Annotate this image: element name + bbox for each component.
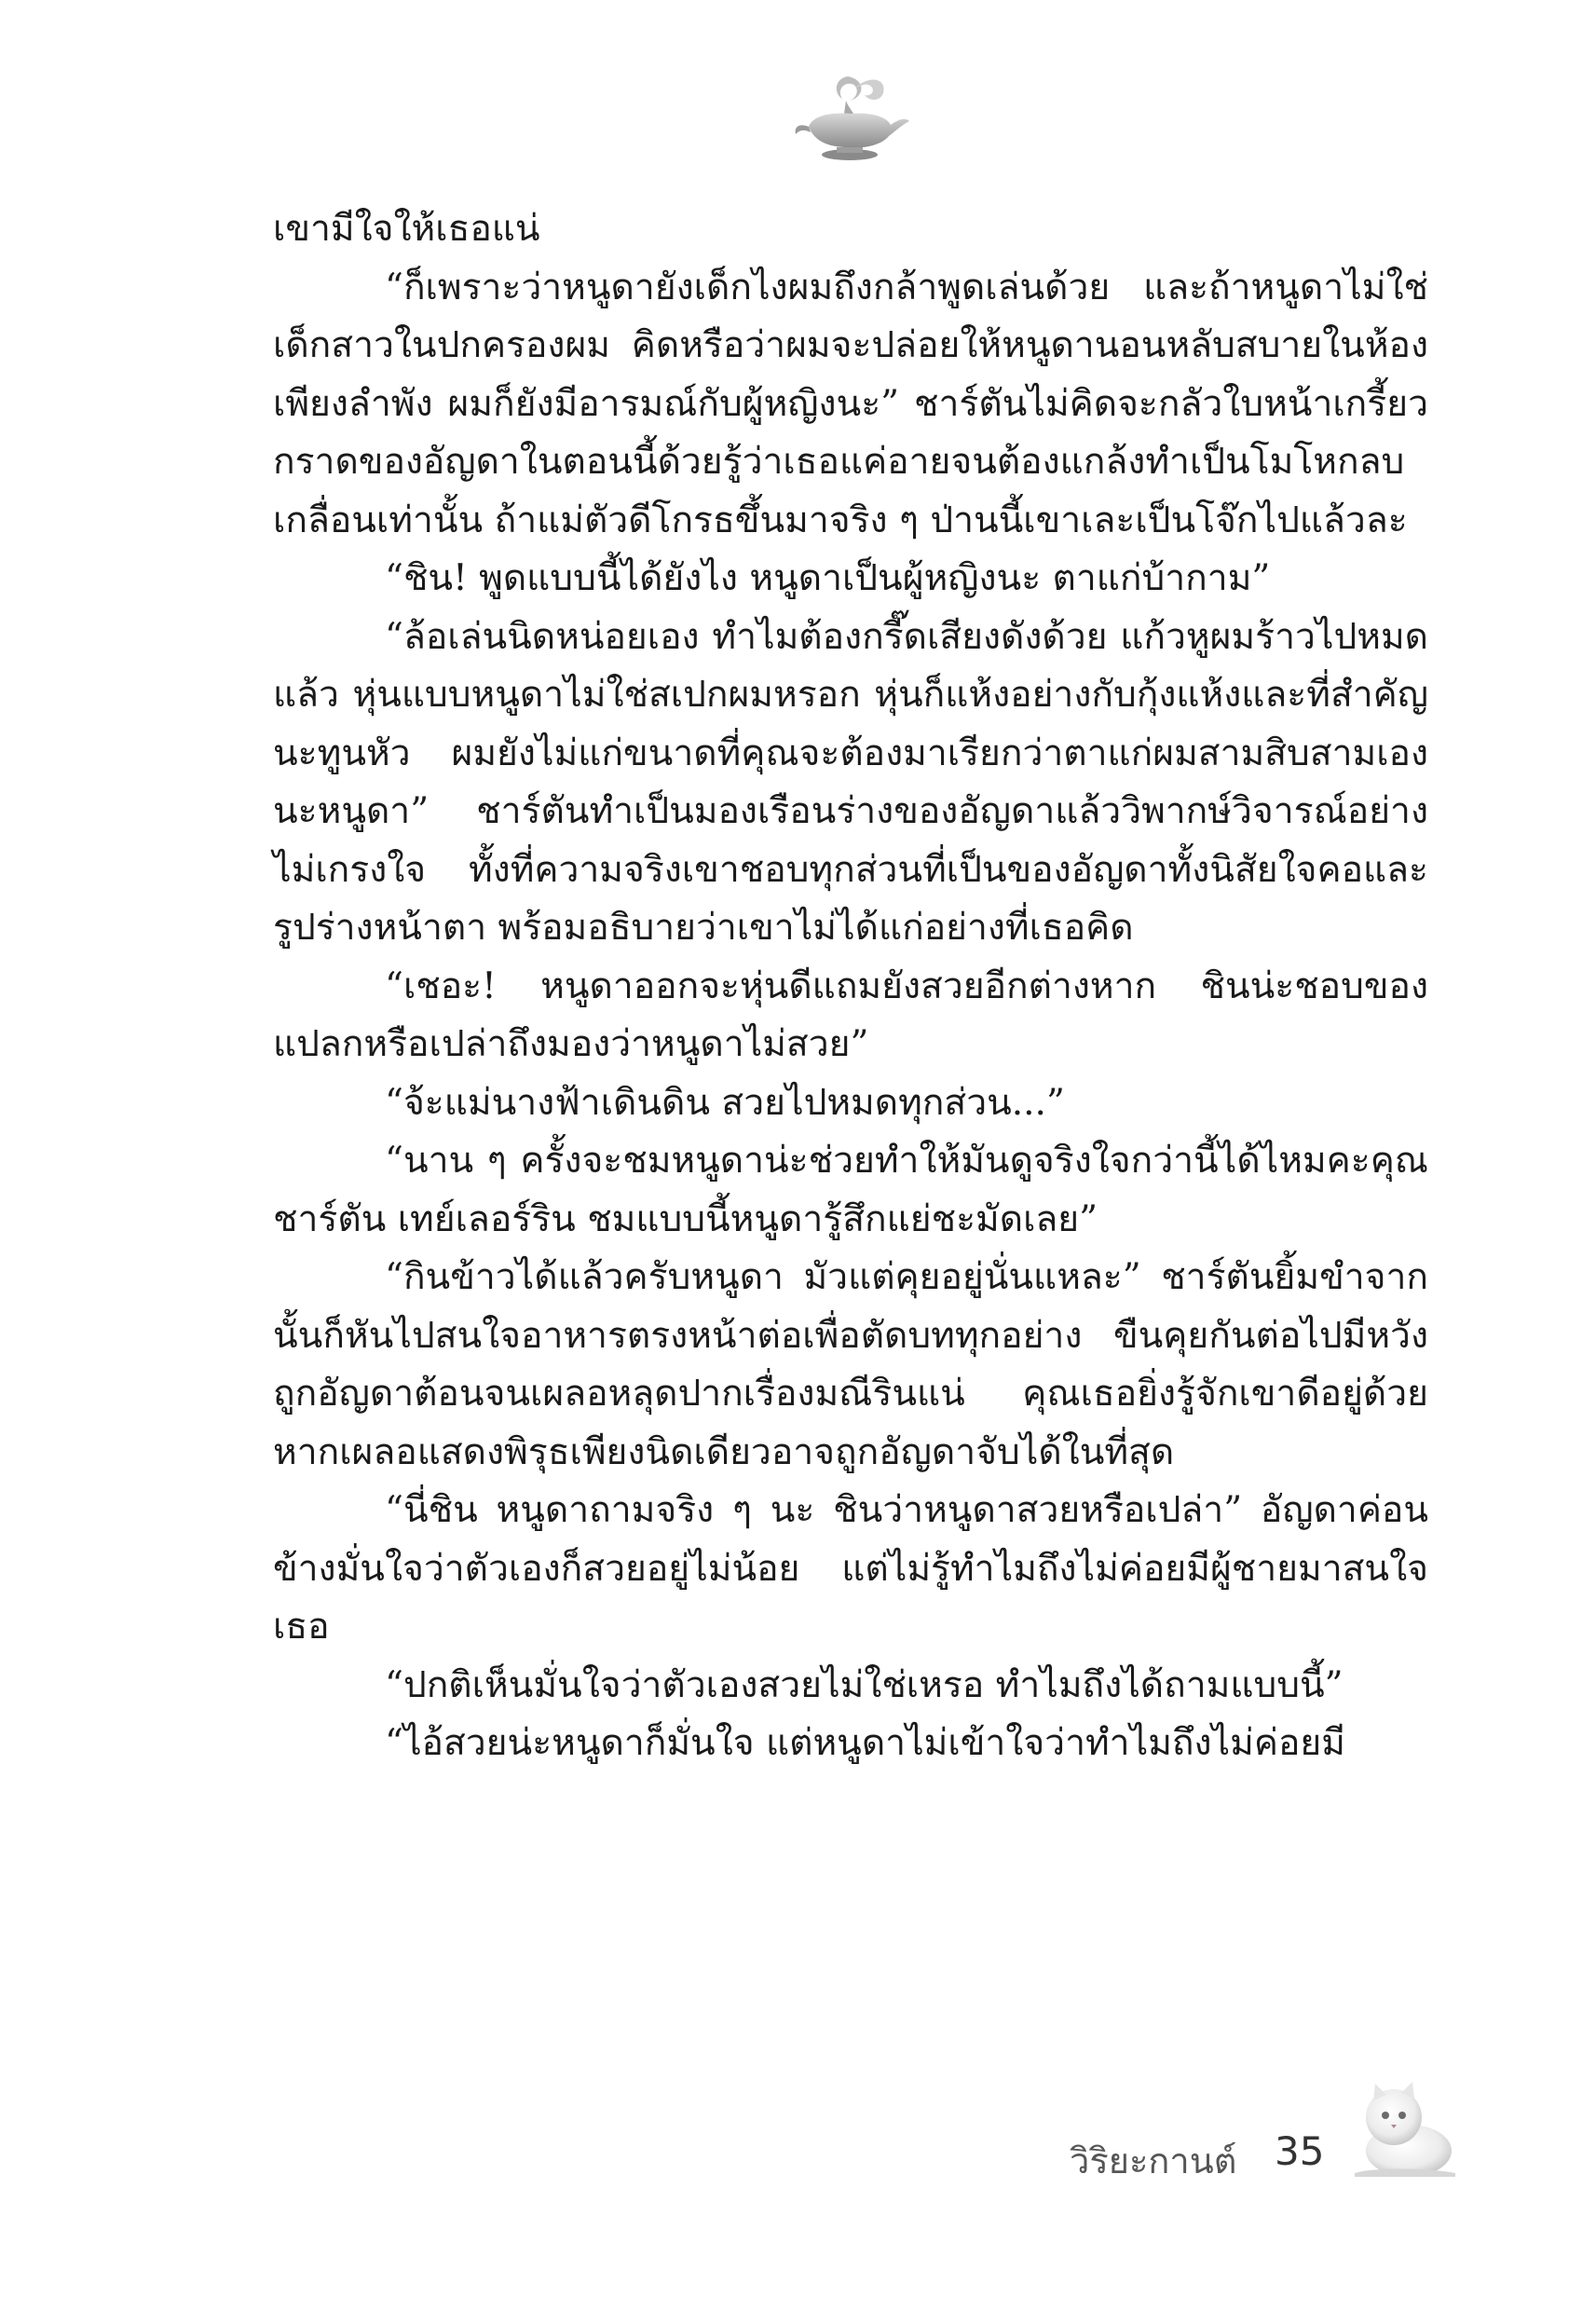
magic-lamp-icon [790,69,911,171]
paragraph: “ก็เพราะว่าหนูดายังเด็กไงผมถึงกล้าพูดเล่นด้วย และถ้าหนูดาไม่ใช่เด็กสาวในปกครองผม คิดหรือว่าผมจะปล่อยให้หนูดานอนหลับสบายในห้องเพียงลำพัง ผมก็ยังมีอารมณ์กับผู้หญิงนะ” ชาร์ตันไม่คิดจะกลัวใบหน้าเกรี้ยวกราดของอัญดาในตอนนี้ด้วยรู้ว่าเธอแค่อายจนต้องแกล้งทำเป็นโมโหกลบเกลื่อนเท่านั้น ถ้าแม่ตัวดีโกรธขึ้นมาจริง ๆ ป่านนี้เขาเละเป็นโจ๊กไปแล้วละ [273,266,1428,541]
paragraph: “นาน ๆ ครั้งจะชมหนูดาน่ะช่วยทำให้มันดูจริงใจกว่านี้ได้ไหมคะคุณชาร์ตัน เทย์เลอร์ริน ชมแบบนี้หนูดารู้สึกแย่ชะมัดเลย” [273,1140,1428,1240]
body-text [273,200,1428,1773]
paragraph: “ล้อเล่นนิดหน่อยเอง ทำไมต้องกรี๊ดเสียงดังด้วย แก้วหูผมร้าวไปหมดแล้ว หุ่นแบบหนูดาไม่ใช่สเปกผมหรอก หุ่นก็แห้งอย่างกับกุ้งแห้งและที่สำคัญนะทูนหัว ผมยังไม่แก่ขนาดที่คุณจะต้องมาเรียกว่าตาแก่ผมสามสิบสามเองนะหนูดา” ชาร์ตันทำเป็นมองเรือนร่างของอัญดาแล้ววิพากษ์วิจารณ์อย่างไม่เกรงใจ ทั้งที่ความจริงเขาชอบทุกส่วนที่เป็นของอัญดาทั้งนิสัยใจคอและรูปร่างหน้าตา พร้อมอธิบายว่าเขาไม่ได้แก่อย่างที่เธอคิด [273,615,1428,949]
book-title: วิริยะกานต์ [1070,2140,1237,2181]
paragraph: “เชอะ! หนูดาออกจะหุ่นดีแถมยังสวยอีกต่างหาก ชินน่ะชอบของแปลกหรือเปล่าถึงมองว่าหนูดาไม่สวย” [273,964,1428,1065]
paragraph: “ไอ้สวยน่ะหนูดาก็มั่นใจ แต่หนูดาไม่เข้าใจว่าทำไมถึงไม่ค่อยมี [385,1722,1345,1764]
page-number: 35 [1275,2128,1325,2174]
paragraph: “ปกติเห็นมั่นใจว่าตัวเองสวยไม่ใช่เหรอ ทำไมถึงได้ถามแบบนี้” [385,1663,1344,1706]
paragraph: “นี่ชิน หนูดาถามจริง ๆ นะ ชินว่าหนูดาสวยหรือเปล่า” อัญดาค่อนข้างมั่นใจว่าตัวเองก็สวยอยู่ไม่น้อย แต่ไม่รู้ทำไมถึงไม่ค่อยมีผู้ชายมาสนใจเธอ [273,1489,1428,1648]
persian-cat-icon [1353,2076,1457,2181]
paragraph: “จ้ะแม่นางฟ้าเดินดิน สวยไปหมดทุกส่วน...” [385,1081,1065,1124]
paragraph: “กินข้าวได้แล้วครับหนูดา มัวแต่คุยอยู่นั่นแหละ” ชาร์ตันยิ้มขำจากนั้นก็หันไปสนใจอาหารตรงหน้าต่อเพื่อตัดบททุกอย่าง ขืนคุยกันต่อไปมีหวังถูกอัญดาต้อนจนเผลอหลุดปากเรื่องมณีรินแน่ คุณเธอยิ่งรู้จักเขาดีอยู่ด้วย หากเผลอแสดงพิรุธเพียงนิดเดียวอาจถูกอัญดาจับได้ในที่สุด [273,1256,1428,1473]
paragraph: “ชิน! พูดแบบนี้ได้ยังไง หนูดาเป็นผู้หญิงนะ ตาแก่บ้ากาม” [385,557,1271,599]
paragraph: เขามีใจให้เธอแน่ [273,208,540,250]
